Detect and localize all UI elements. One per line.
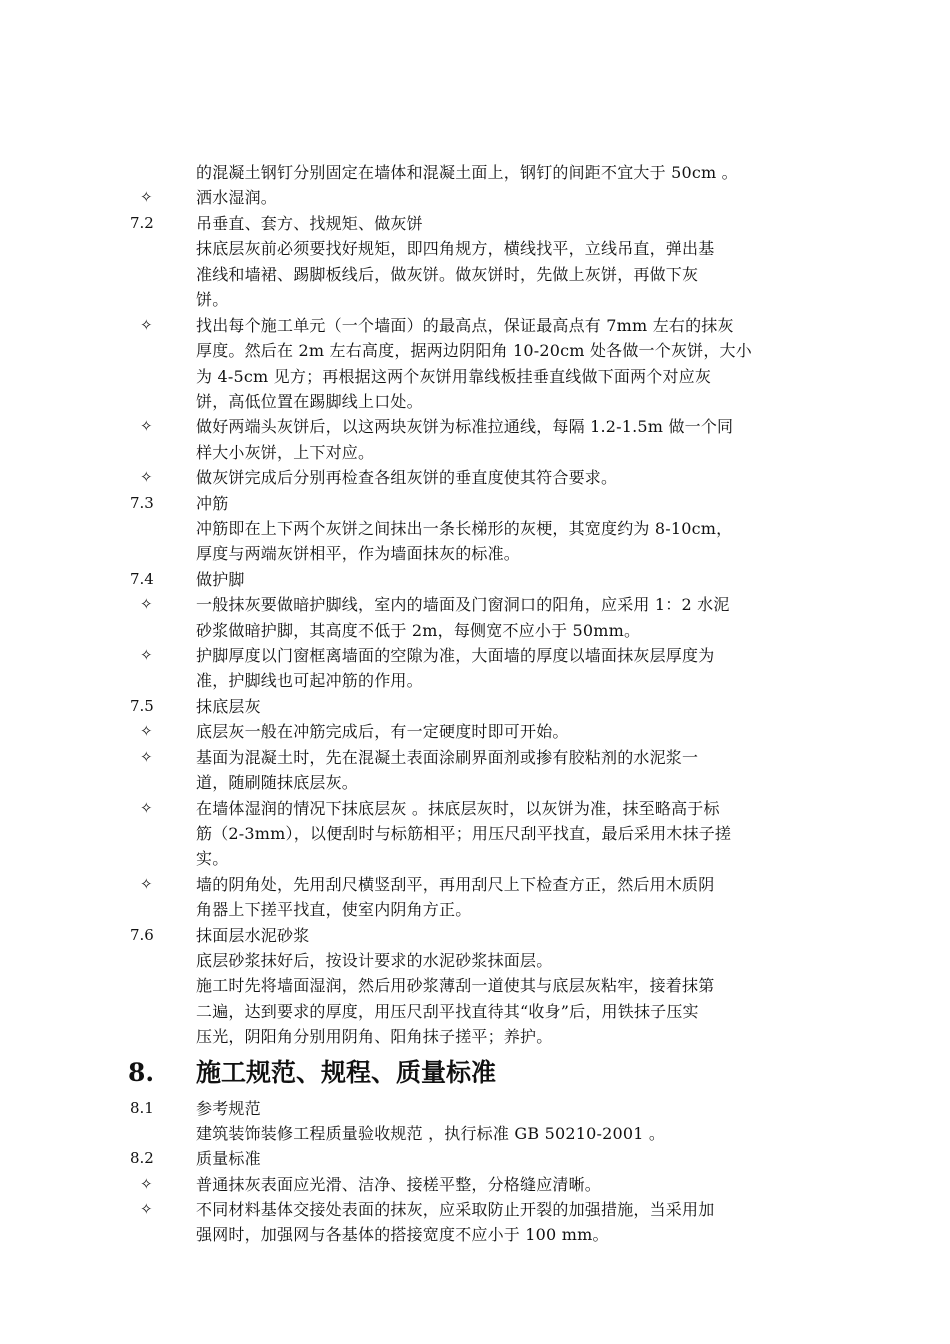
text-line: 厚度与两端灰饼相平，作为墙面抹灰的标准。 [196,544,521,563]
text-line: 强网时，加强网与各基体的搭接宽度不应小于 100 mm。 [196,1225,609,1244]
section-title: 参考规范 [196,1099,261,1118]
bullet-icon: ✧ [140,316,153,334]
text-line: 角器上下搓平找直，使室内阴角方正。 [196,900,472,919]
text-line: 墙的阴角处，先用刮尺横竖刮平，再用刮尺上下检查方正，然后用木质阴 [196,875,715,894]
text-line: 为 4-5cm 见方；再根据这两个灰饼用靠线板挂垂直线做下面两个对应灰 [196,367,712,386]
section-number: 8.2 [130,1149,154,1167]
text-line: 饼，高低位置在踢脚线上口处。 [196,392,423,411]
bullet-icon: ✧ [140,595,153,613]
section-number: 8.1 [130,1099,154,1117]
bullet-icon: ✧ [140,468,153,486]
text-line: 普通抹灰表面应光滑、洁净、接槎平整，分格缝应清晰。 [196,1175,602,1194]
text-line: 筋（2-3mm），以便刮时与标筋相平；用压尺刮平找直，最后采用木抹子搓 [196,824,732,843]
text-line: 准，护脚线也可起冲筋的作用。 [196,671,423,690]
chapter-number: 8. [128,1058,155,1087]
text-line: 样大小灰饼，上下对应。 [196,443,375,462]
section-number: 7.5 [130,697,154,715]
bullet-icon: ✧ [140,1200,153,1218]
section-title: 质量标准 [196,1149,261,1168]
bullet-icon: ✧ [140,748,153,766]
text-line: 在墙体湿润的情况下抹底层灰 。抹底层灰时，以灰饼为准，抹至略高于标 [196,799,720,818]
bullet-icon: ✧ [140,799,153,817]
text-line: 压光，阴阳角分别用阴角、阳角抹子搓平；养护。 [196,1027,553,1046]
text-line: 道，随刷随抹底层灰。 [196,773,359,792]
section-title: 吊垂直、套方、找规矩、做灰饼 [196,214,423,233]
bullet-icon: ✧ [140,1175,153,1193]
text-line: 做灰饼完成后分别再检查各组灰饼的垂直度使其符合要求。 [196,468,618,487]
text-line: 找出每个施工单元（一个墙面）的最高点，保证最高点有 7mm 左右的抹灰 [196,316,734,335]
bullet-icon: ✧ [140,722,153,740]
text-line: 护脚厚度以门窗框离墙面的空隙为准，大面墙的厚度以墙面抹灰层厚度为 [196,646,715,665]
text-line: 二遍，达到要求的厚度，用压尺刮平找直待其“收身”后，用铁抹子压实 [196,1002,699,1021]
section-title: 抹底层灰 [196,697,261,716]
text-line: 不同材料基体交接处表面的抹灰，应采取防止开裂的加强措施，当采用加 [196,1200,715,1219]
bullet-icon: ✧ [140,875,153,893]
chapter-title: 施工规范、规程、质量标准 [196,1058,497,1087]
text-line: 施工时先将墙面湿润，然后用砂浆薄刮一道使其与底层灰粘牢，接着抹第 [196,976,715,995]
text-line: 准线和墙裙、踢脚板线后，做灰饼。做灰饼时，先做上灰饼，再做下灰 [196,265,699,284]
text-line: 洒水湿润。 [196,188,278,207]
text-line: 饼。 [196,290,229,309]
text-line: 基面为混凝土时，先在混凝土表面涂刷界面剂或掺有胶粘剂的水泥浆一 [196,748,699,767]
text-line: 抹底层灰前必须要找好规矩，即四角规方，横线找平，立线吊直，弹出基 [196,239,715,258]
section-number: 7.6 [130,926,154,944]
bullet-icon: ✧ [140,646,153,664]
text-line: 实。 [196,849,229,868]
bullet-icon: ✧ [140,188,153,206]
section-number: 7.2 [130,214,154,232]
section-number: 7.4 [130,570,154,588]
text-line: 一般抹灰要做暗护脚线，室内的墙面及门窗洞口的阳角，应采用 1：2 水泥 [196,595,730,614]
text-line: 冲筋即在上下两个灰饼之间抹出一条长梯形的灰梗，其宽度约为 8-10cm， [196,519,733,538]
text-line: 砂浆做暗护脚，其高度不低于 2m，每侧宽不应小于 50mm。 [196,621,641,640]
text-line: 底层砂浆抹好后，按设计要求的水泥砂浆抹面层。 [196,951,553,970]
text-line: 的混凝土钢钉分别固定在墙体和混凝土面上，钢钉的间距不宜大于 50cm 。 [196,163,738,182]
text-line: 建筑装饰装修工程质量验收规范 ，执行标准 GB 50210-2001 。 [196,1124,666,1143]
text-line: 厚度。然后在 2m 左右高度，据两边阴阳角 10-20cm 处各做一个灰饼，大小 [196,341,752,360]
bullet-icon: ✧ [140,417,153,435]
section-title: 做护脚 [196,570,245,589]
text-line: 底层灰一般在冲筋完成后，有一定硬度时即可开始。 [196,722,569,741]
section-number: 7.3 [130,494,154,512]
section-title: 冲筋 [196,494,229,513]
section-title: 抹面层水泥砂浆 [196,926,310,945]
text-line: 做好两端头灰饼后，以这两块灰饼为标准拉通线，每隔 1.2-1.5m 做一个同 [196,417,734,436]
